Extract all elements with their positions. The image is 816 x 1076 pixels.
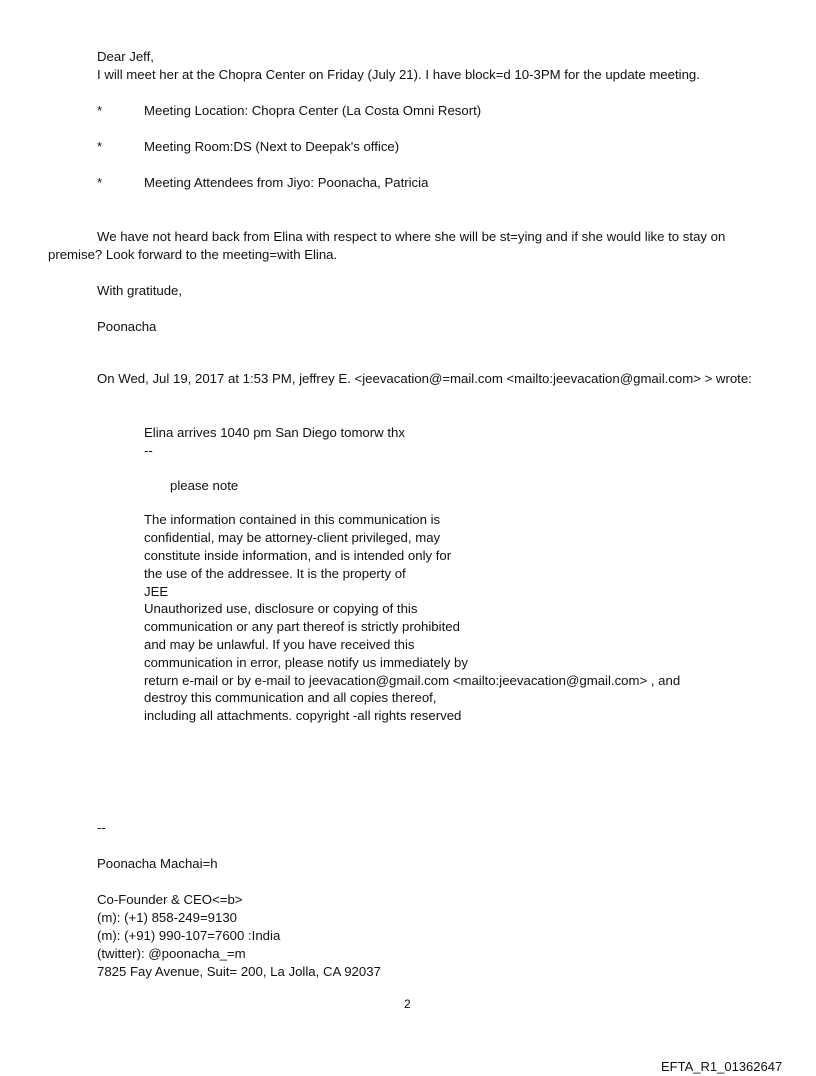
bullet-meeting-location: Meeting Location: Chopra Center (La Costa Omni Resort) xyxy=(144,103,482,118)
disclaimer-line: confidential, may be attorney-client privileged, may xyxy=(144,530,441,546)
paragraph-line-2: premise? Look forward to the meeting=with Elina. xyxy=(48,247,338,262)
quoted-body: Elina arrives 1040 pm San Diego tomorw thx xyxy=(144,425,405,440)
disclaimer-line: communication or any part thereof is strictly prohibited xyxy=(144,619,460,635)
bullet-meeting-attendees: Meeting Attendees from Jiyo: Poonacha, Patricia xyxy=(144,175,429,190)
disclaimer xyxy=(144,511,680,725)
paragraph-line-1: We have not heard back from Elina with respect to where she will be st=ying and if she would like to stay on xyxy=(97,229,726,244)
bullet-marker: * xyxy=(97,139,103,154)
bullet-marker: * xyxy=(97,103,103,118)
please-note: please note xyxy=(170,477,239,493)
document-id: EFTA_R1_01362647 xyxy=(661,1059,783,1074)
bullet-marker: * xyxy=(97,175,103,190)
disclaimer-line: Unauthorized use, disclosure or copying of this xyxy=(144,601,418,617)
signature-phone-us: (m): (+1) 858-249=9130 xyxy=(97,910,238,925)
signature-name: Poonacha Machai=h xyxy=(97,856,218,871)
signature-separator: -- xyxy=(97,820,106,835)
signature-phone-india: (m): (+91) 990-107=7600 :India xyxy=(97,928,281,943)
disclaimer-line: the use of the addressee. It is the property of xyxy=(144,565,406,581)
signature-address: 7825 Fay Avenue, Suit= 200, La Jolla, CA 92037 xyxy=(97,964,381,979)
bullet-meeting-room: Meeting Room:DS (Next to Deepak's office) xyxy=(144,139,400,154)
intro-line: I will meet her at the Chopra Center on Friday (July 21). I have block=d 10-3PM for the update meeting. xyxy=(97,67,700,82)
quoted-message xyxy=(144,424,680,725)
disclaimer-line: constitute inside information, and is intended only for xyxy=(144,547,452,563)
closing: With gratitude, xyxy=(97,283,183,298)
sender-first-name: Poonacha xyxy=(97,319,157,334)
disclaimer-line: including all attachments. copyright -all rights reserved xyxy=(144,708,462,724)
disclaimer-line: JEE xyxy=(144,583,169,599)
signature-title: Co-Founder & CEO<=b> xyxy=(97,892,243,907)
disclaimer-line: communication in error, please notify us immediately by xyxy=(144,654,468,670)
signature-twitter: (twitter): @poonacha_=m xyxy=(97,946,246,961)
disclaimer-line: and may be unlawful. If you have received this xyxy=(144,636,415,652)
disclaimer-line: destroy this communication and all copies thereof, xyxy=(144,690,437,706)
quoted-separator: -- xyxy=(144,442,153,458)
reply-header: On Wed, Jul 19, 2017 at 1:53 PM, jeffrey E. <jeevacation@=mail.com <mailto:jeevacation@gmail.com> > wrote: xyxy=(97,371,752,386)
disclaimer-line: return e-mail or by e-mail to jeevacation@gmail.com <mailto:jeevacation@gmail.com> , and xyxy=(144,672,681,688)
disclaimer-line: The information contained in this communication is xyxy=(144,512,441,528)
page-number: 2 xyxy=(404,997,411,1011)
greeting: Dear Jeff, xyxy=(97,49,154,64)
